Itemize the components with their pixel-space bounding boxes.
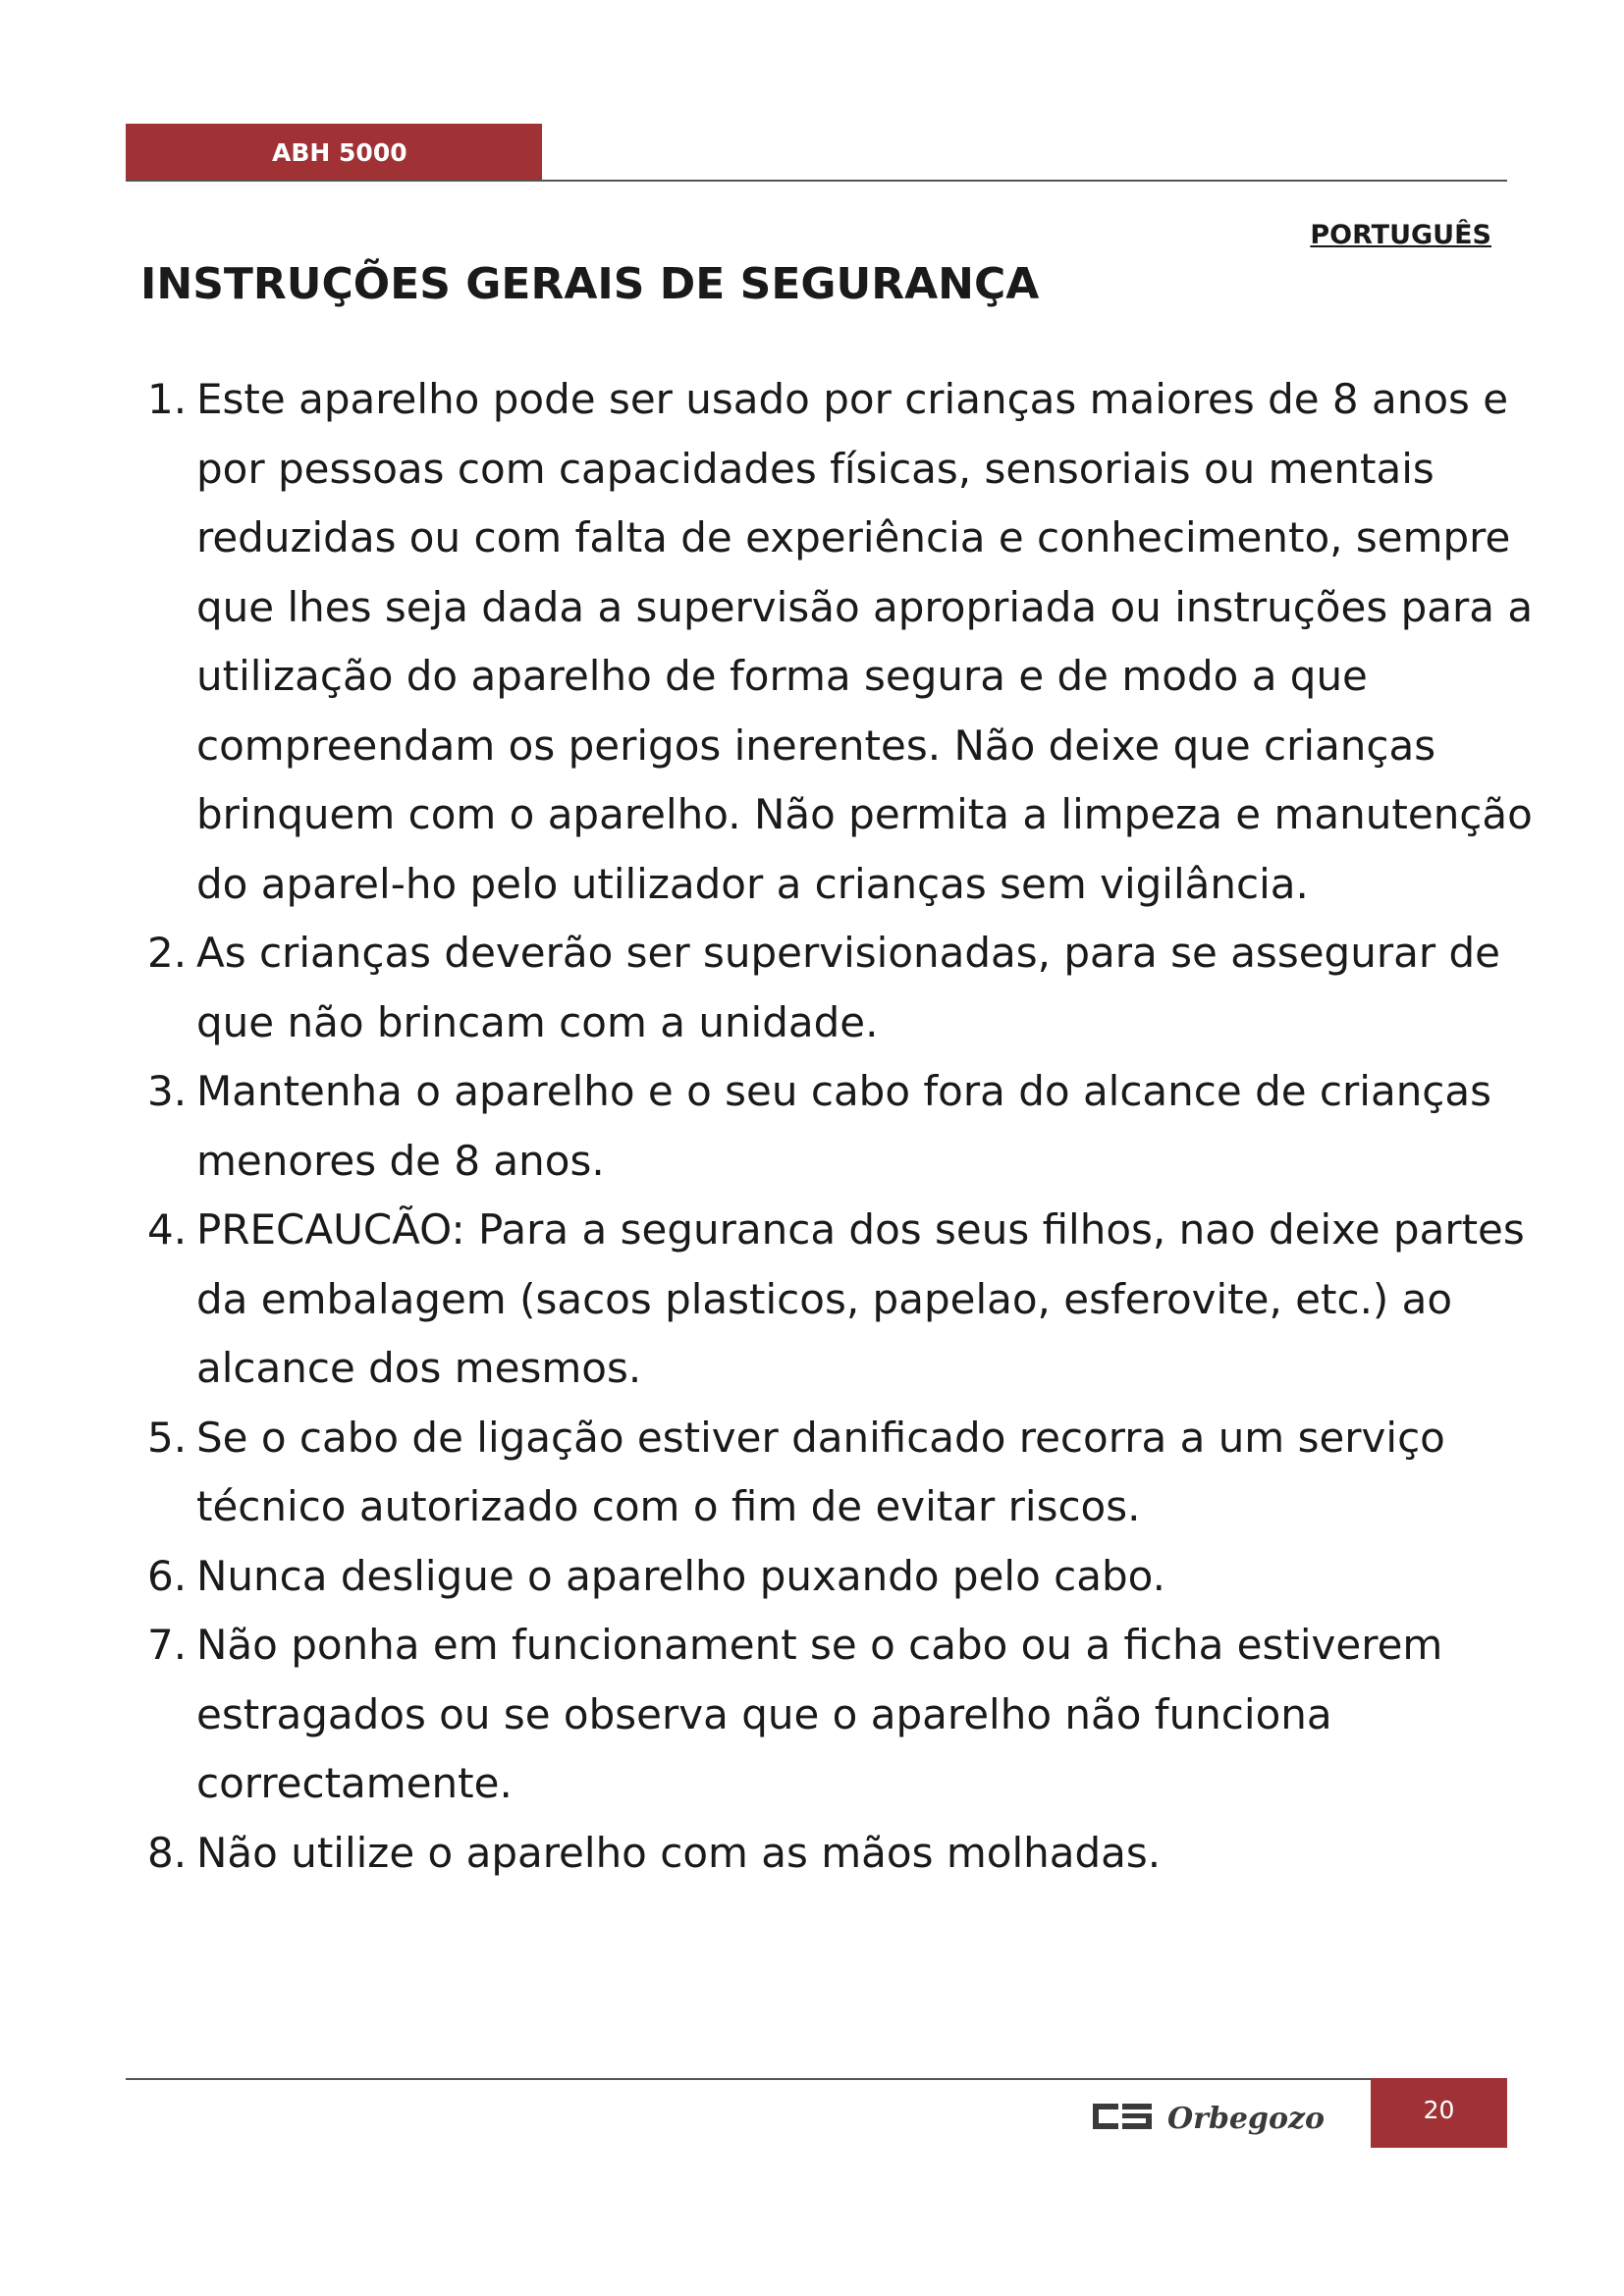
language-label: PORTUGUÊS	[1310, 220, 1491, 250]
list-item	[147, 1404, 1542, 1542]
item-number: 3.	[147, 1067, 188, 1115]
item-text: PRECAUCÃO: Para a seguranca dos seus filhos, nao deixe partes da embalagem (sacos plasticos, papelao, esferovite, etc.) ao alcance dos mesmos.	[196, 1205, 1525, 1392]
item-text: Não ponha em funcionament se o cabo ou a ficha estiverem estragados ou se observa que o aparelho não funciona correctamente.	[196, 1621, 1443, 1807]
item-number: 4.	[147, 1205, 188, 1254]
header-divider	[126, 180, 1507, 182]
item-number: 5.	[147, 1413, 188, 1462]
header-model-tab	[126, 124, 542, 180]
item-number: 6.	[147, 1551, 188, 1600]
list-item	[147, 1057, 1542, 1196]
list-item	[147, 1611, 1542, 1819]
page-number-box	[1371, 2078, 1507, 2148]
list-item	[147, 1542, 1542, 1612]
item-number: 7.	[147, 1621, 188, 1669]
model-label: ABH 5000	[272, 138, 407, 167]
item-text: Não utilize o aparelho com as mãos molhadas.	[196, 1828, 1162, 1877]
page-number: 20	[1423, 2096, 1455, 2124]
list-item	[147, 1819, 1542, 1889]
item-text: Mantenha o aparelho e o seu cabo fora do alcance de crianças menores de 8 anos.	[196, 1067, 1492, 1185]
list-item	[147, 1196, 1542, 1404]
item-number: 2.	[147, 929, 188, 977]
svg-text:Orbegozo: Orbegozo	[1167, 2102, 1326, 2136]
page-title: INSTRUÇÕES GERAIS DE SEGURANÇA	[140, 259, 1040, 309]
footer-divider	[126, 2078, 1507, 2080]
list-item	[147, 919, 1542, 1057]
item-text: Se o cabo de ligação estiver danificado recorra a um serviço técnico autorizado com o fim de evitar riscos.	[196, 1413, 1445, 1530]
orbegozo-logo	[1093, 2091, 1356, 2140]
list-item	[147, 365, 1542, 919]
item-text: Nunca desligue o aparelho puxando pelo cabo.	[196, 1551, 1165, 1600]
item-text: As crianças deverão ser supervisionadas, para se assegurar de que não brincam com a unidade.	[196, 929, 1500, 1046]
item-number: 8.	[147, 1828, 188, 1877]
item-number: 1.	[147, 375, 188, 423]
item-text: Este aparelho pode ser usado por crianças maiores de 8 anos e por pessoas com capacidades físicas, sensoriais ou mentais reduzidas ou com falta de experiência e conhecimento, sempre que lhes seja dada a supervisão apropriada ou instruções para a utilização do aparelho de forma segura e de modo a que compreendam os perigos inerentes. Não deixe que crianças brinquem com o aparelho. Não permita a limpeza e manutenção do aparel-ho pelo utilizador a crianças sem vigilância.	[196, 375, 1534, 908]
safety-instructions-list	[147, 365, 1542, 1888]
